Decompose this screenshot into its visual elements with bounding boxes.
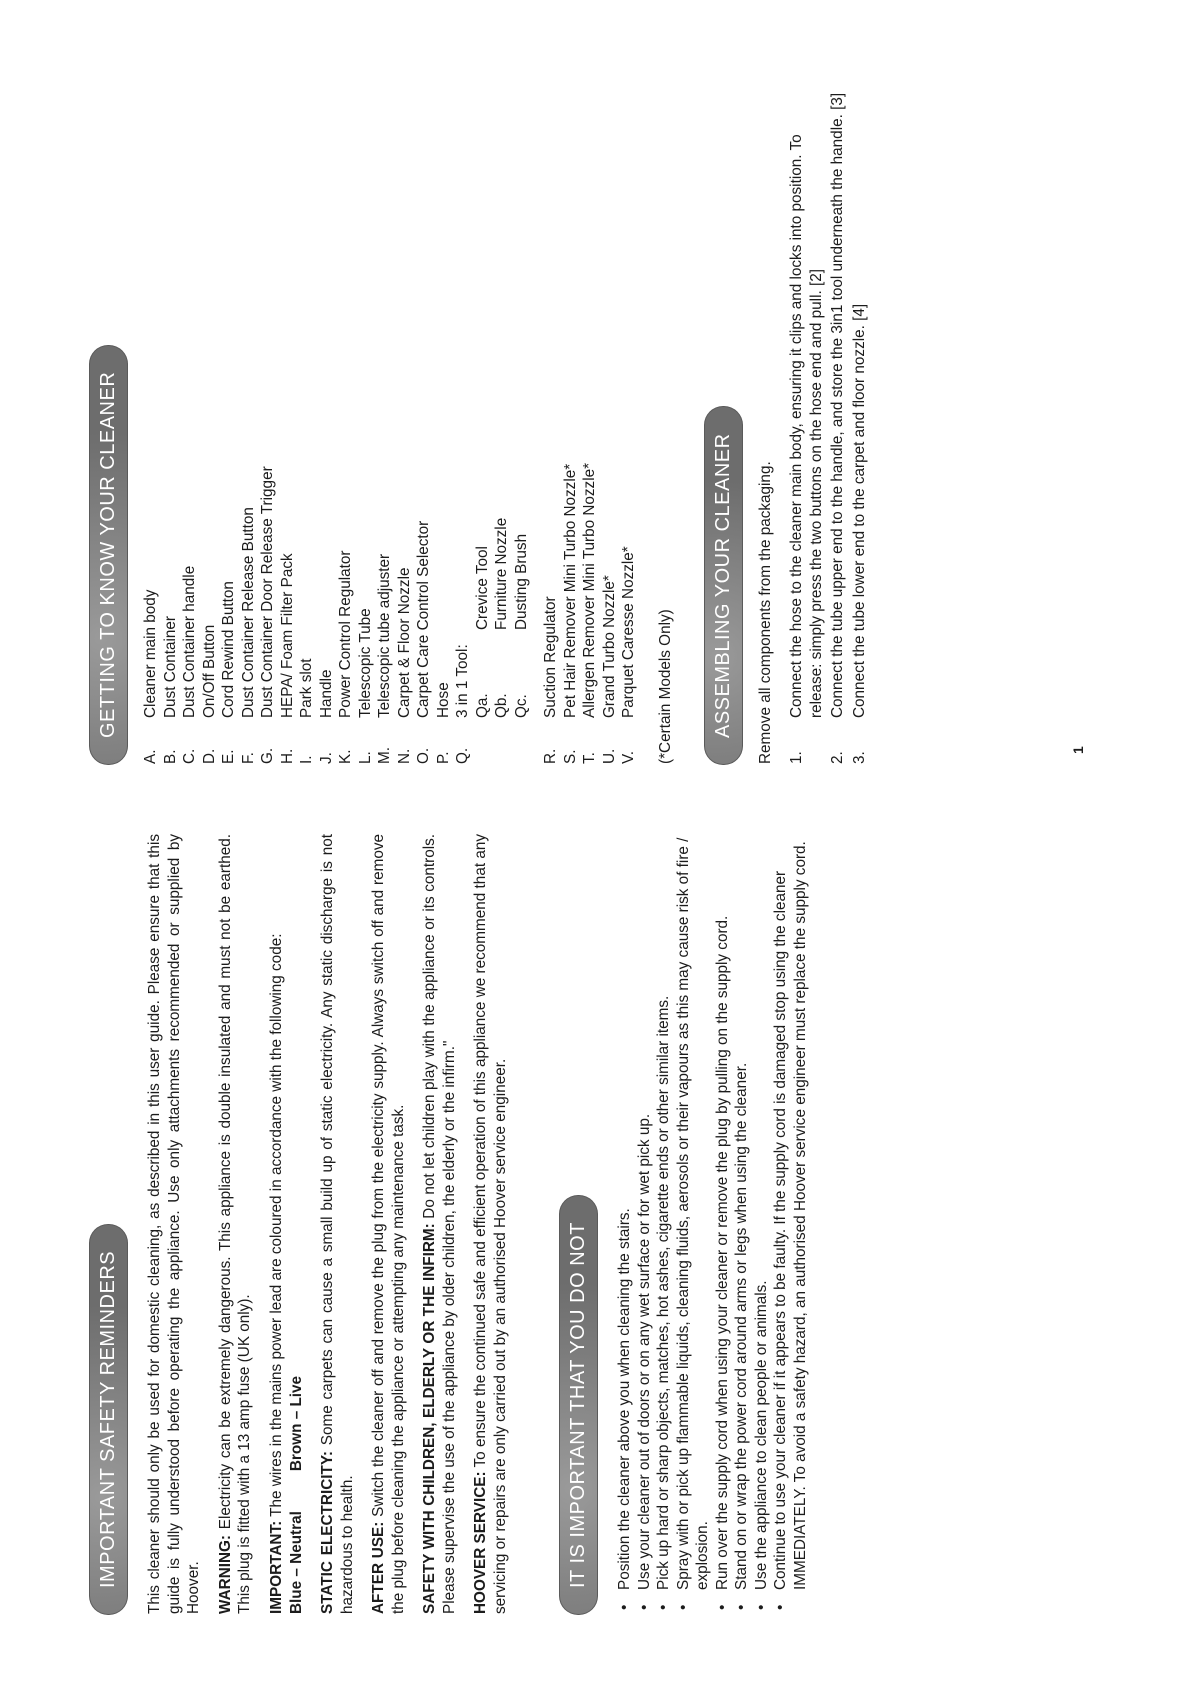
right-column bbox=[90, 84, 871, 764]
part-letter: L. bbox=[356, 751, 374, 764]
part-row bbox=[453, 463, 473, 764]
part-letter: J. bbox=[317, 752, 335, 764]
children-text: Do not let children play with the appliance or its controls. Please supervise the use of the appliance by older children, the elderly or the infirm." bbox=[421, 833, 458, 1614]
part-letter: M. bbox=[376, 747, 393, 764]
part-label: 3 in 1 Tool: bbox=[454, 644, 471, 718]
part-letter: P. bbox=[434, 751, 452, 764]
part-letter: N. bbox=[395, 748, 413, 764]
subpart-code: Qb. bbox=[493, 693, 510, 718]
certain-models-note: (*Certain Models Only) bbox=[656, 609, 674, 764]
subpart-indent bbox=[492, 630, 512, 672]
part-label: Parquet Caresse Nozzle* bbox=[620, 546, 637, 718]
do-not-heading: IT IS IMPORTANT THAT YOU DO NOT bbox=[560, 1196, 597, 1614]
important-paragraph bbox=[267, 834, 287, 1614]
part-row bbox=[580, 463, 600, 764]
static-label: STATIC ELECTRICITY: bbox=[319, 1451, 336, 1614]
part-row bbox=[434, 463, 454, 764]
step-number: 3. bbox=[850, 751, 868, 764]
part-letter: K. bbox=[337, 749, 354, 764]
children-paragraph bbox=[420, 834, 459, 1614]
part-letter: F. bbox=[239, 752, 257, 764]
part-row bbox=[200, 463, 220, 764]
part-label: Cord Rewind Button bbox=[220, 581, 237, 718]
step-text: Connect the tube upper end to the handle, and store the 3in1 tool underneath the handle. [3] bbox=[829, 92, 846, 718]
part-row bbox=[375, 463, 395, 764]
list-item: • Position the cleaner above you when cleaning the stairs. bbox=[615, 834, 635, 1614]
subpart-label: Dusting Brush bbox=[512, 533, 530, 630]
subpart-code: Qa. bbox=[473, 693, 491, 718]
part-row bbox=[492, 463, 512, 764]
step-text: Connect the hose to the cleaner main body, ensuring it clips and locks into position. To release: simply press the two buttons on the hose end and pull. [2] bbox=[788, 134, 825, 718]
part-gap bbox=[531, 463, 541, 764]
assembling-intro: Remove all components from the packaging. bbox=[756, 461, 774, 764]
static-text: Some carpets can cause a small build up of static electricity. Any static discharge is not hazardous to health. bbox=[319, 834, 356, 1614]
part-label: Dust Container bbox=[161, 615, 179, 718]
part-row bbox=[161, 463, 181, 764]
part-label: Grand Turbo Nozzle* bbox=[600, 575, 618, 718]
part-label: Park slot bbox=[298, 658, 315, 718]
part-label: Allergen Remover Mini Turbo Nozzle* bbox=[581, 462, 598, 718]
important-text: The wires in the mains power lead are coloured in accordance with the following code: bbox=[267, 933, 285, 1521]
step-number: 2. bbox=[829, 751, 846, 764]
part-row bbox=[600, 463, 620, 764]
warning-paragraph bbox=[216, 834, 255, 1614]
part-row bbox=[239, 463, 259, 764]
getting-to-know-heading: GETTING TO KNOW YOUR CLEANER bbox=[90, 346, 127, 764]
part-row bbox=[473, 463, 493, 764]
part-row bbox=[336, 463, 356, 764]
part-row bbox=[395, 463, 415, 764]
parts-list bbox=[141, 463, 639, 764]
part-row bbox=[180, 463, 200, 764]
part-letter: S. bbox=[561, 749, 579, 764]
part-indent bbox=[492, 718, 512, 764]
list-item: • Run over the supply cord when using your cleaner or remove the plug by pulling on the supply cord. bbox=[713, 834, 733, 1614]
part-letter: R. bbox=[542, 748, 559, 764]
static-paragraph bbox=[318, 834, 357, 1614]
list-item: • Spray with or pick up flammable liquids, cleaning fluids, aerosols or their vapours as this may cause risk of fire / explosion. bbox=[674, 834, 713, 1614]
do-not-list bbox=[615, 834, 810, 1614]
part-label: Carpet Care Control Selector bbox=[415, 520, 432, 718]
list-item: • Stand on or wrap the power cord around arms or legs when using the cleaner. bbox=[732, 834, 752, 1614]
part-letter: I. bbox=[298, 755, 315, 764]
part-label: Dust Container handle bbox=[181, 565, 198, 718]
service-text: To ensure the continued safe and efficient operation of this appliance we recommend that any servicing or repairs are only carried out by an authorised Hoover service engineer. bbox=[472, 834, 509, 1614]
step-text: Connect the tube lower end to the carpet and floor nozzle. [4] bbox=[850, 303, 868, 718]
part-row bbox=[356, 463, 376, 764]
part-label: Power Control Regulator bbox=[337, 550, 354, 718]
part-row bbox=[561, 463, 581, 764]
part-letter: G. bbox=[259, 747, 276, 764]
list-item: • Pick up hard or sharp objects, matches, hot ashes, cigarette ends or other similar items. bbox=[654, 834, 674, 1614]
part-letter: V. bbox=[620, 750, 637, 764]
service-paragraph bbox=[471, 834, 510, 1614]
part-row bbox=[414, 463, 434, 764]
part-letter: C. bbox=[181, 748, 198, 764]
warning-text: Electricity can be extremely dangerous. This appliance is double insulated and must not be earthed. This plug is fitted with a 13 amp fuse (UK only). bbox=[216, 834, 253, 1614]
part-label: Telescopic tube adjuster bbox=[376, 553, 393, 718]
part-label: Telescopic Tube bbox=[356, 608, 374, 718]
afteruse-text: Switch the cleaner off and remove the plug from the electricity supply. Always switch off and remove the plug before cleaning the appliance or attempting any maintenance task. bbox=[370, 834, 407, 1614]
step-number: 1. bbox=[788, 751, 805, 764]
part-letter: B. bbox=[161, 749, 179, 764]
important-label: IMPORTANT: bbox=[267, 1520, 285, 1614]
part-letter: Q. bbox=[454, 747, 471, 764]
afteruse-label: AFTER USE: bbox=[370, 1521, 387, 1614]
part-row bbox=[541, 463, 561, 764]
assembly-step bbox=[787, 84, 826, 764]
part-row bbox=[219, 463, 239, 764]
part-label: Dust Container Release Button bbox=[239, 507, 257, 718]
assembly-step bbox=[850, 84, 870, 764]
subpart-label: Furniture Nozzle bbox=[493, 517, 510, 630]
part-label: Dust Container Door Release Trigger bbox=[259, 466, 276, 718]
part-label: Carpet & Floor Nozzle bbox=[395, 567, 413, 718]
list-item: • Use the appliance to clean people or animals. bbox=[752, 834, 772, 1614]
subpart-code: Qc. bbox=[512, 694, 530, 718]
assembly-step bbox=[828, 84, 848, 764]
list-item: • Continue to use your cleaner if it appears to be faulty. If the supply cord is damaged stop using the cleaner IMMEDIATELY. To avoid a safety hazard, an authorised Hoover service engineer must replace the supply cord. bbox=[771, 834, 810, 1614]
page-number: 1 bbox=[1070, 746, 1086, 754]
list-item: • Use your cleaner out of doors or on any wet surface or for wet pick up. bbox=[635, 834, 655, 1614]
part-letter: H. bbox=[278, 748, 296, 764]
part-label: HEPA/ Foam Filter Pack bbox=[278, 553, 296, 718]
part-row bbox=[619, 463, 639, 764]
assembly-steps bbox=[787, 84, 869, 764]
part-label: Cleaner main body bbox=[142, 589, 159, 718]
part-label: Suction Regulator bbox=[542, 596, 559, 718]
left-column bbox=[90, 834, 810, 1614]
part-indent bbox=[512, 718, 532, 764]
safety-reminders-heading: IMPORTANT SAFETY REMINDERS bbox=[90, 1225, 127, 1614]
subpart-label: Crevice Tool bbox=[473, 546, 491, 630]
subpart-indent bbox=[473, 630, 493, 672]
part-letter: E. bbox=[220, 749, 237, 764]
assembling-heading: ASSEMBLING YOUR CLEANER bbox=[705, 407, 742, 764]
part-letter: D. bbox=[200, 748, 218, 764]
part-letter: U. bbox=[600, 748, 618, 764]
children-label: SAFETY WITH CHILDREN, ELDERLY OR THE INFIRM: bbox=[421, 1223, 438, 1614]
part-letter: T. bbox=[581, 752, 598, 764]
part-letter: A. bbox=[142, 749, 159, 764]
warning-label: WARNING: bbox=[216, 1534, 234, 1614]
part-row bbox=[278, 463, 298, 764]
part-label: On/Off Button bbox=[200, 624, 218, 718]
part-label: Handle bbox=[317, 669, 335, 718]
service-label: HOOVER SERVICE: bbox=[472, 1471, 489, 1614]
part-label: Pet Hair Remover Mini Turbo Nozzle* bbox=[561, 463, 579, 718]
part-row bbox=[317, 463, 337, 764]
safety-intro: This cleaner should only be used for domestic cleaning, as described in this user guide. Please ensure that this guide is fully understood before operating the appliance. Use only attachments recommended or supplied by Hoover. bbox=[146, 834, 202, 1614]
afteruse-paragraph bbox=[369, 834, 408, 1614]
wire-colour-codes bbox=[288, 834, 306, 1614]
part-label: Hose bbox=[434, 682, 452, 718]
part-row bbox=[258, 463, 278, 764]
code-blue: Blue – Neutral bbox=[288, 1511, 305, 1614]
subpart-indent bbox=[512, 630, 532, 672]
part-letter: O. bbox=[415, 747, 432, 764]
part-row bbox=[512, 463, 532, 764]
part-indent bbox=[473, 718, 493, 764]
part-row bbox=[297, 463, 317, 764]
code-brown: Brown – Live bbox=[288, 1375, 305, 1472]
part-row bbox=[141, 463, 161, 764]
